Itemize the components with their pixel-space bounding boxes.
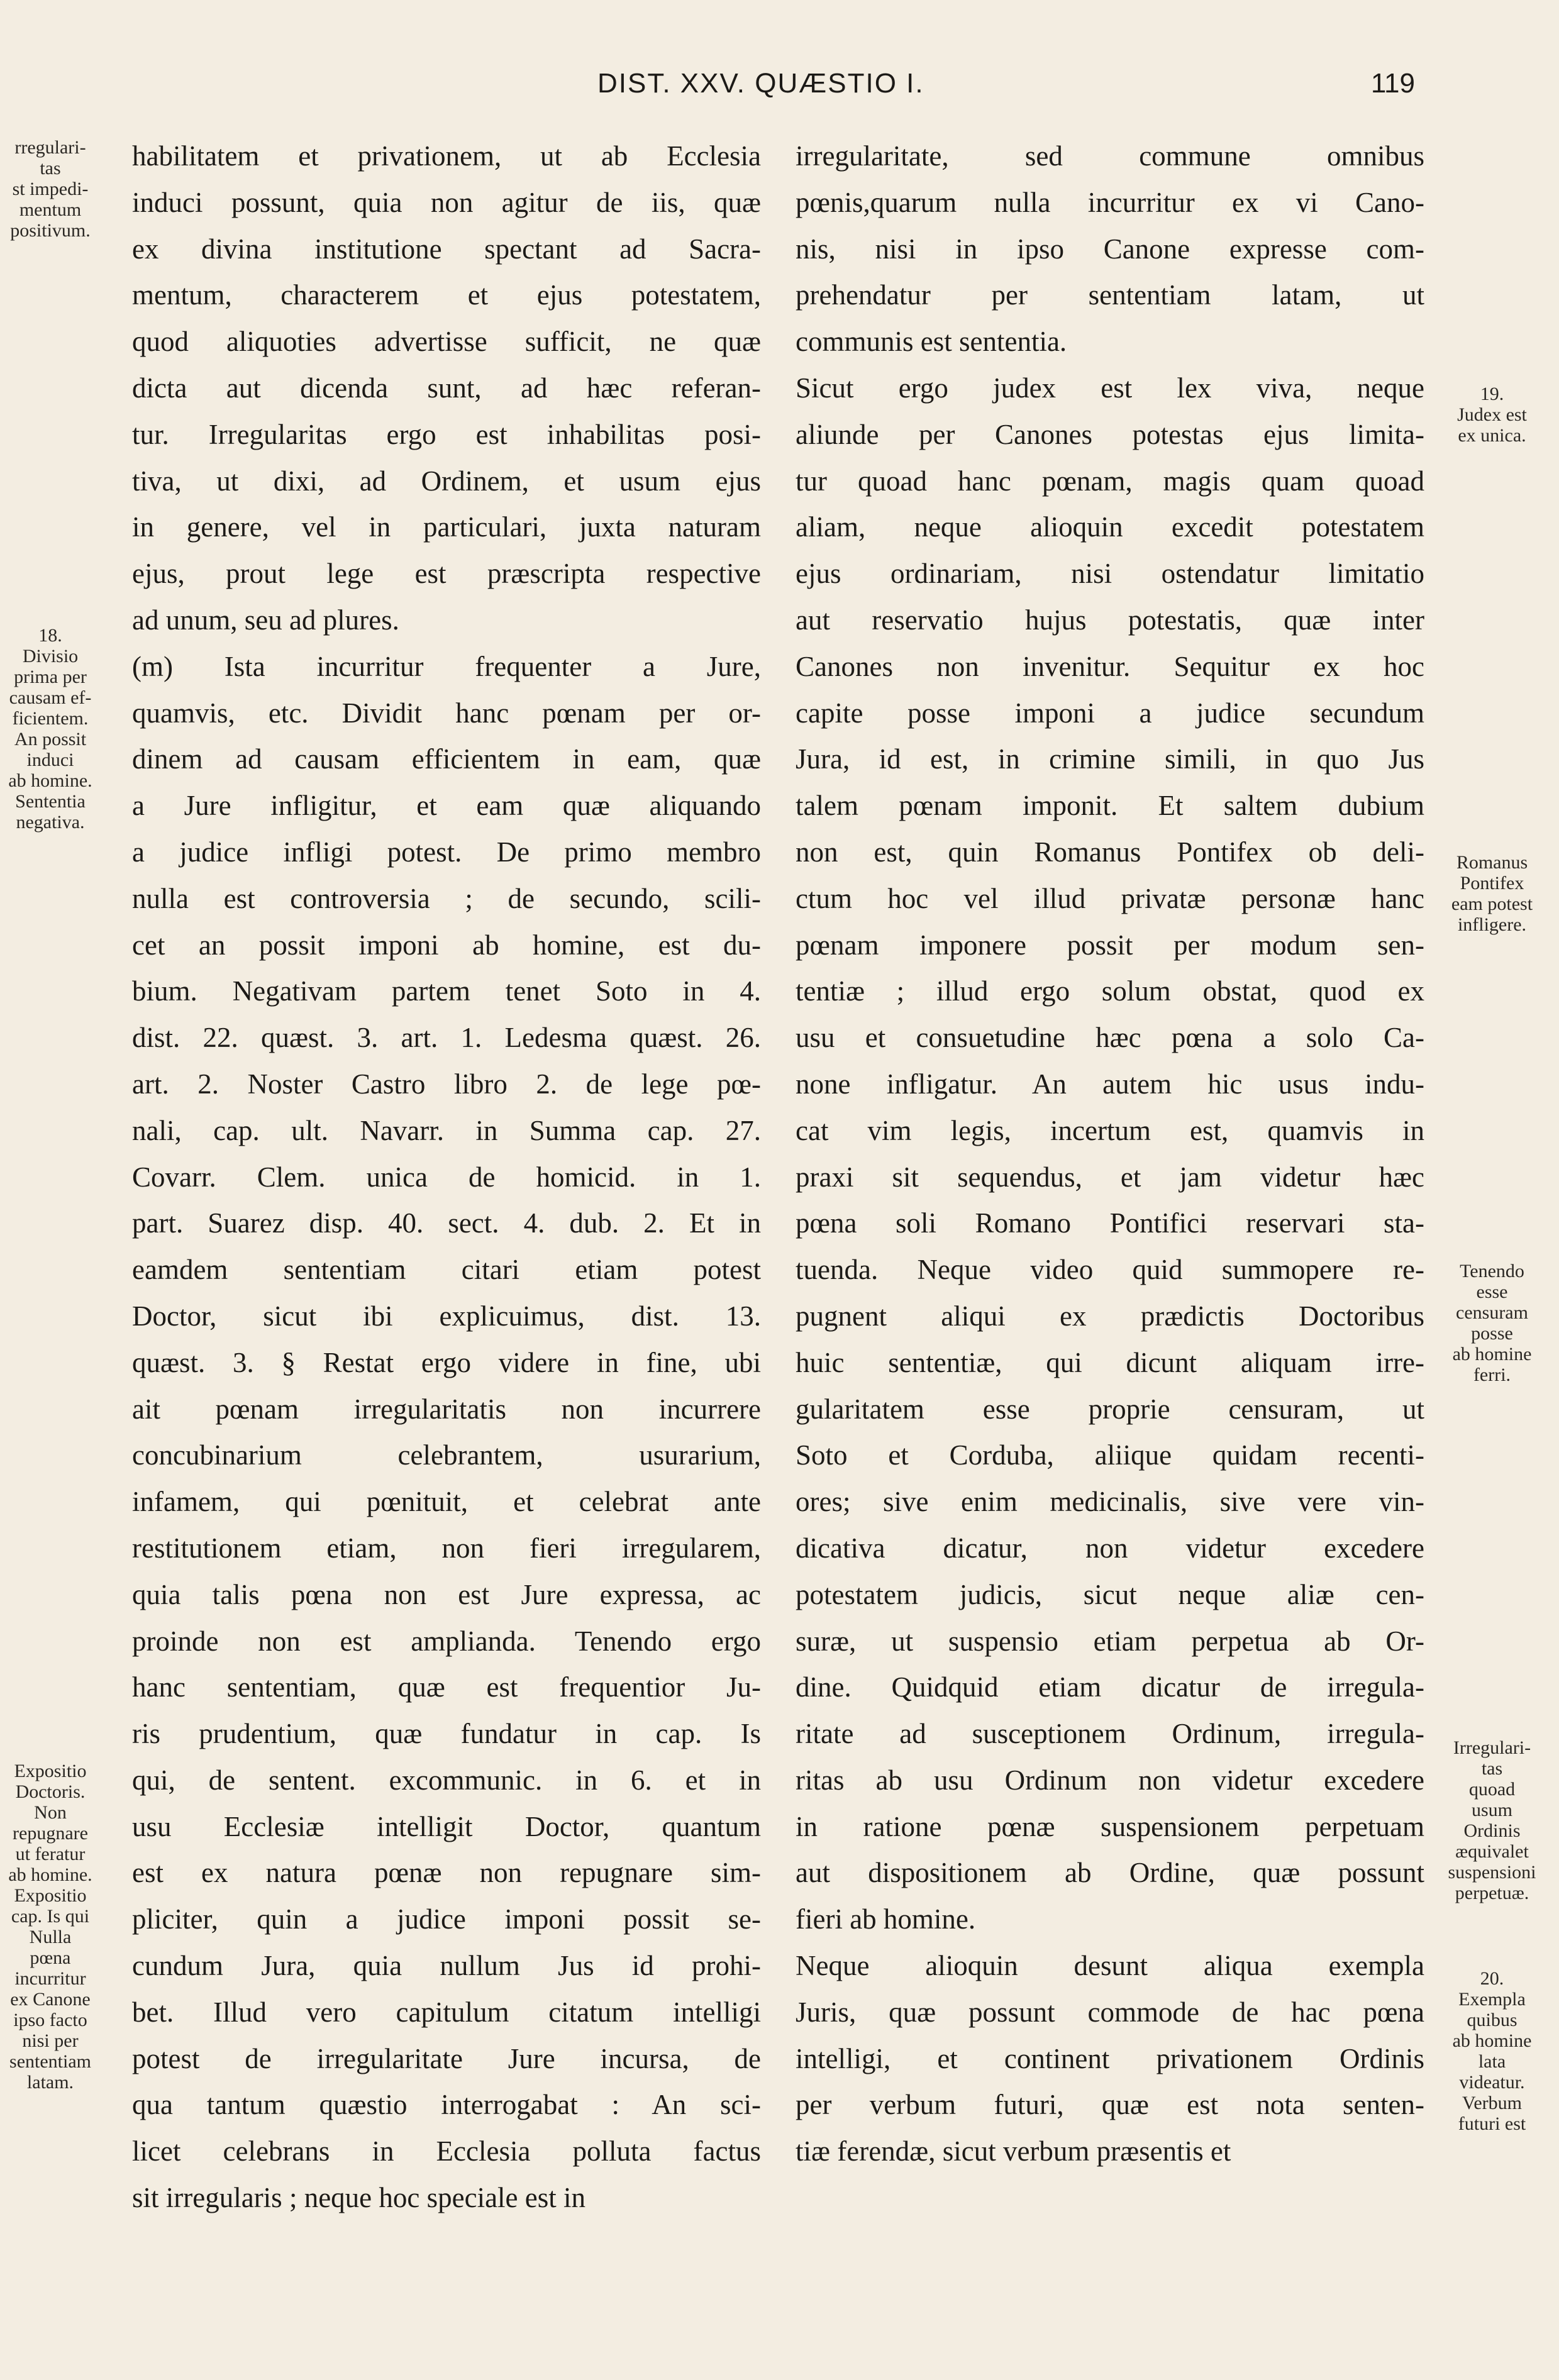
- text-line: part. Suarez disp. 40. sect. 4. dub. 2. Et in: [132, 1207, 761, 1239]
- running-title: DIST. XXV. QUÆSTIO I.: [597, 68, 924, 99]
- text-line: bium. Negativam partem tenet Soto in 4.: [132, 975, 761, 1007]
- margin-note-line: ab homine: [1452, 2030, 1532, 2051]
- margin-note-line: æquivalet: [1455, 1841, 1529, 1862]
- margin-note-right: [1428, 1261, 1556, 1385]
- text-line: in ratione pœnæ suspensionem perpetuam: [796, 1810, 1424, 1842]
- text-line: cundum Jura, quia nullum Jus id prohi-: [132, 1950, 761, 1982]
- text-line: quamvis, etc. Dividit hanc pœnam per or-: [132, 697, 761, 729]
- text-line: tur quoad hanc pœnam, magis quam quoad: [796, 465, 1424, 497]
- margin-note-line: videatur.: [1459, 2072, 1525, 2093]
- margin-note-line: Irregulari-: [1453, 1737, 1531, 1758]
- margin-note-line: futuri est: [1458, 2113, 1526, 2134]
- margin-note-right: [1428, 384, 1556, 446]
- text-line: Sicut ergo judex est lex viva, neque: [796, 372, 1424, 404]
- margin-note-left: [0, 137, 101, 241]
- text-line: usu Ecclesiæ intelligit Doctor, quantum: [132, 1810, 761, 1842]
- margin-note-line: usum: [1471, 1800, 1512, 1820]
- text-line: bet. Illud vero capitulum citatum intelligi: [132, 1996, 761, 2028]
- left-text-column: [132, 133, 761, 2222]
- text-line: dist. 22. quæst. 3. art. 1. Ledesma quæst. 26.: [132, 1022, 761, 1054]
- text-line: usu et consuetudine hæc pœna a solo Ca-: [796, 1022, 1424, 1054]
- text-line: tentiæ ; illud ergo solum obstat, quod ex: [796, 975, 1424, 1007]
- text-line: a Jure infligitur, et eam quæ aliquando: [132, 790, 761, 822]
- text-line: pugnent aliqui ex prædictis Doctoribus: [796, 1300, 1424, 1332]
- text-line: quod aliquoties advertisse sufficit, ne quæ: [132, 326, 761, 358]
- text-line: non est, quin Romanus Pontifex ob deli-: [796, 836, 1424, 868]
- margin-note-line: ut feratur: [15, 1844, 86, 1864]
- text-line: tiva, ut dixi, ad Ordinem, et usum ejus: [132, 465, 761, 497]
- margin-note-line: 20.: [1480, 1968, 1504, 1989]
- margin-note-line: quoad: [1468, 1779, 1516, 1800]
- margin-note-line: positivum.: [10, 220, 91, 241]
- text-line: huic sententiæ, qui dicunt aliquam irre-: [796, 1346, 1424, 1378]
- text-line: quia talis pœna non est Jure expressa, ac: [132, 1578, 761, 1610]
- margin-note-line: rregulari-: [14, 137, 86, 158]
- margin-note-line: incurritur: [14, 1968, 86, 1989]
- text-line: cet an possit imponi ab homine, est du-: [132, 929, 761, 961]
- text-line: restitutionem etiam, non fieri irregularem,: [132, 1532, 761, 1564]
- text-line: induci possunt, quia non agitur de iis, quæ: [132, 186, 761, 218]
- text-line: pœnis,quarum nulla incurritur ex vi Cano-: [796, 186, 1424, 218]
- text-line: Juris, quæ possunt commode de hac pœna: [796, 1996, 1424, 2028]
- margin-note-line: Verbum: [1462, 2093, 1522, 2113]
- margin-note-line: Nulla: [29, 1927, 72, 1947]
- margin-note-line: repugnare: [13, 1823, 88, 1844]
- margin-note-line: posse: [1471, 1323, 1513, 1344]
- text-line: pœnam imponere possit per modum sen-: [796, 929, 1424, 961]
- margin-note-line: ipso facto: [13, 2010, 87, 2030]
- text-line: eamdem sententiam citari etiam potest: [132, 1254, 761, 1286]
- text-line: quæst. 3. § Restat ergo videre in fine, ubi: [132, 1346, 761, 1378]
- text-line: suræ, ut suspensio etiam perpetua ab Or-: [796, 1625, 1424, 1657]
- text-line: in genere, vel in particulari, juxta naturam: [132, 511, 761, 543]
- margin-note-line: 18.: [38, 625, 62, 646]
- text-line: sit irregularis ; neque hoc speciale est in: [132, 2182, 586, 2214]
- margin-note-line: ab homine: [1452, 1344, 1532, 1364]
- text-line: a judice infligi potest. De primo membro: [132, 836, 761, 868]
- margin-note-left: [0, 1761, 101, 2093]
- margin-note-line: ab homine.: [8, 770, 92, 791]
- margin-note-line: censuram: [1456, 1302, 1528, 1323]
- text-line: pœna soli Romano Pontifici reservari sta-: [796, 1207, 1424, 1239]
- text-line: dinem ad causam efficientem in eam, quæ: [132, 743, 761, 775]
- text-line: potestatem judicis, sicut neque aliæ cen-: [796, 1578, 1424, 1610]
- page-header: [132, 68, 1428, 112]
- text-line: Doctor, sicut ibi explicuimus, dist. 13.: [132, 1300, 761, 1332]
- margin-note-line: Tenendo: [1460, 1261, 1524, 1281]
- text-line: mentum, characterem et ejus potestatem,: [132, 279, 761, 311]
- text-line: irregularitate, sed commune omnibus: [796, 140, 1424, 172]
- text-line: aliunde per Canones potestas ejus limita-: [796, 418, 1424, 450]
- text-line: ores; sive enim medicinalis, sive vere vin-: [796, 1486, 1424, 1518]
- margin-note-line: Pontifex: [1460, 873, 1524, 894]
- right-text-column: [796, 133, 1424, 2175]
- margin-note-line: induci: [26, 750, 74, 770]
- margin-note-line: Expositio: [14, 1885, 87, 1906]
- text-line: ritate ad susceptionem Ordinum, irregula-: [796, 1718, 1424, 1750]
- text-line: infamem, qui pœnituit, et celebrat ante: [132, 1486, 761, 1518]
- margin-note-line: Expositio: [14, 1761, 87, 1781]
- text-line: Soto et Corduba, aliique quidam recenti-: [796, 1439, 1424, 1471]
- text-line: intelligi, et continent privationem Ordinis: [796, 2042, 1424, 2074]
- text-line: potest de irregularitate Jure incursa, de: [132, 2042, 761, 2074]
- margin-note-line: Sententia: [15, 791, 86, 812]
- margin-note-line: pœna: [30, 1947, 71, 1968]
- text-line: ait pœnam irregularitatis non incurrere: [132, 1393, 761, 1425]
- margin-note-line: negativa.: [16, 812, 85, 833]
- margin-note-line: ex Canone: [10, 1989, 91, 2010]
- margin-note-line: 19.: [1480, 384, 1504, 404]
- margin-note-line: sententiam: [9, 2051, 91, 2072]
- text-line: nali, cap. ult. Navarr. in Summa cap. 27.: [132, 1114, 761, 1146]
- text-line: none infligatur. An autem hic usus indu-: [796, 1068, 1424, 1100]
- margin-note-right: [1428, 852, 1556, 935]
- text-line: gularitatem esse proprie censuram, ut: [796, 1393, 1424, 1425]
- margin-note-line: tas: [1481, 1758, 1503, 1779]
- text-line: Covarr. Clem. unica de homicid. in 1.: [132, 1161, 761, 1193]
- page-number: 119: [1370, 68, 1415, 99]
- text-line: nulla est controversia ; de secundo, scili-: [132, 882, 761, 914]
- text-line: concubinarium celebrantem, usurarium,: [132, 1439, 761, 1471]
- text-line: est ex natura pœnæ non repugnare sim-: [132, 1857, 761, 1889]
- margin-note-left: [0, 625, 101, 833]
- text-line: ejus, prout lege est præscripta respective: [132, 558, 761, 590]
- margin-note-line: nisi per: [22, 2030, 79, 2051]
- margin-note-line: tas: [40, 158, 61, 179]
- text-line: qui, de sentent. excommunic. in 6. et in: [132, 1764, 761, 1796]
- text-line: aut reservatio hujus potestatis, quæ inter: [796, 604, 1424, 636]
- margin-note-line: quibus: [1467, 2010, 1517, 2030]
- text-line: Neque alioquin desunt aliqua exempla: [796, 1950, 1424, 1982]
- margin-note-line: Divisio: [22, 646, 79, 667]
- margin-note-line: st impedi-: [12, 179, 89, 199]
- text-line: hanc sententiam, quæ est frequentior Ju-: [132, 1671, 761, 1703]
- text-line: tiæ ferendæ, sicut verbum præsentis et: [796, 2135, 1231, 2167]
- margin-note-line: ab homine.: [8, 1864, 92, 1885]
- text-line: (m) Ista incurritur frequenter a Jure,: [132, 650, 761, 682]
- margin-note-line: suspensioni: [1448, 1862, 1536, 1883]
- margin-note-line: mentum: [19, 199, 82, 220]
- text-line: dicativa dicatur, non videtur excedere: [796, 1532, 1424, 1564]
- text-line: licet celebrans in Ecclesia polluta factus: [132, 2135, 761, 2167]
- text-line: dine. Quidquid etiam dicatur de irregula-: [796, 1671, 1424, 1703]
- text-line: ris prudentium, quæ fundatur in cap. Is: [132, 1718, 761, 1750]
- margin-note-line: prima per: [14, 667, 87, 687]
- text-line: habilitatem et privationem, ut ab Ecclesia: [132, 140, 761, 172]
- margin-note-line: Doctoris.: [15, 1781, 86, 1802]
- text-line: ritas ab usu Ordinum non videtur excedere: [796, 1764, 1424, 1796]
- text-line: communis est sententia.: [796, 326, 1067, 358]
- text-line: fieri ab homine.: [796, 1903, 976, 1935]
- margin-note-line: perpetuæ.: [1455, 1883, 1529, 1903]
- text-line: Canones non invenitur. Sequitur ex hoc: [796, 650, 1424, 682]
- text-line: ejus ordinariam, nisi ostendatur limitatio: [796, 558, 1424, 590]
- text-line: ctum hoc vel illud privatæ personæ hanc: [796, 882, 1424, 914]
- text-line: talem pœnam imponit. Et saltem dubium: [796, 790, 1424, 822]
- margin-note-line: esse: [1476, 1281, 1508, 1302]
- margin-note-line: An possit: [14, 729, 87, 750]
- text-line: proinde non est amplianda. Tenendo ergo: [132, 1625, 761, 1657]
- margin-note-line: ficientem.: [12, 708, 89, 729]
- text-line: ex divina institutione spectant ad Sacra-: [132, 233, 761, 265]
- text-line: qua tantum quæstio interrogabat : An sci-: [132, 2089, 761, 2121]
- margin-note-line: ex unica.: [1458, 425, 1526, 446]
- margin-note-line: Judex est: [1457, 404, 1527, 425]
- margin-note-line: ferri.: [1473, 1364, 1511, 1385]
- margin-note-line: Romanus: [1456, 852, 1528, 873]
- text-line: art. 2. Noster Castro libro 2. de lege pœ-: [132, 1068, 761, 1100]
- text-line: prehendatur per sententiam latam, ut: [796, 279, 1424, 311]
- margin-note-line: Ordinis: [1463, 1820, 1521, 1841]
- text-line: ad unum, seu ad plures.: [132, 604, 399, 636]
- text-line: per verbum futuri, quæ est nota senten-: [796, 2089, 1424, 2121]
- margin-note-line: infligere.: [1457, 914, 1527, 935]
- margin-note-line: latam.: [26, 2072, 74, 2093]
- margin-note-right: [1428, 1968, 1556, 2134]
- text-line: praxi sit sequendus, et jam videtur hæc: [796, 1161, 1424, 1193]
- text-line: dicta aut dicenda sunt, ad hæc referan-: [132, 372, 761, 404]
- text-line: tur. Irregularitas ergo est inhabilitas posi-: [132, 418, 761, 450]
- margin-note-line: Exempla: [1458, 1989, 1526, 2010]
- text-line: capite posse imponi a judice secundum: [796, 697, 1424, 729]
- text-line: pliciter, quin a judice imponi possit se-: [132, 1903, 761, 1935]
- margin-note-line: Non: [34, 1802, 67, 1823]
- margin-note-right: [1428, 1737, 1556, 1903]
- text-line: cat vim legis, incertum est, quamvis in: [796, 1114, 1424, 1146]
- text-line: nis, nisi in ipso Canone expresse com-: [796, 233, 1424, 265]
- margin-note-line: eam potest: [1451, 894, 1533, 914]
- margin-note-line: cap. Is qui: [11, 1906, 90, 1927]
- margin-note-line: lata: [1478, 2051, 1506, 2072]
- text-line: aut dispositionem ab Ordine, quæ possunt: [796, 1857, 1424, 1889]
- text-line: tuenda. Neque video quid summopere re-: [796, 1254, 1424, 1286]
- margin-note-line: causam ef-: [9, 687, 92, 708]
- text-line: Jura, id est, in crimine simili, in quo Jus: [796, 743, 1424, 775]
- text-line: aliam, neque alioquin excedit potestatem: [796, 511, 1424, 543]
